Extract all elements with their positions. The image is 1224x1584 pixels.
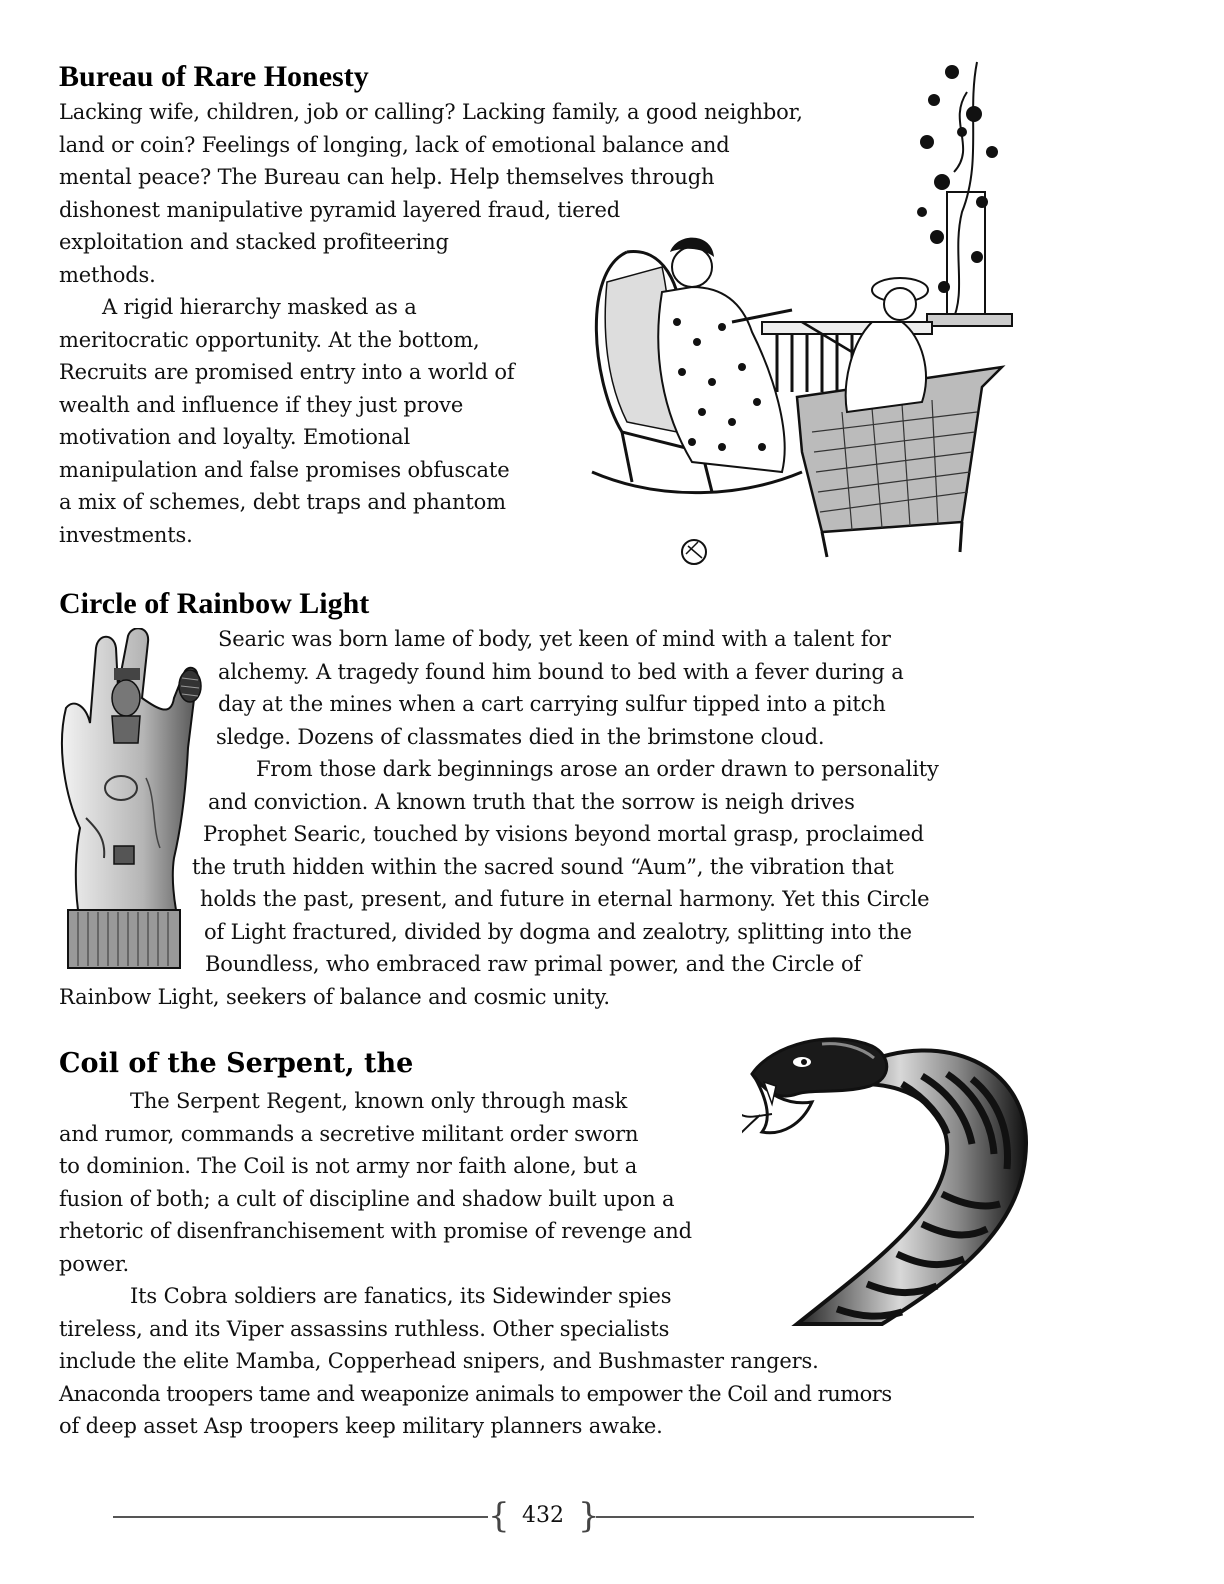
footer-brace-right: }: [578, 1496, 600, 1536]
body-line: A rigid hierarchy masked as a: [102, 295, 417, 319]
body-line: meritocratic opportunity. At the bottom,: [59, 328, 480, 352]
body-line: mental peace? The Bureau can help. Help themselves through: [59, 165, 715, 189]
body-line: methods.: [59, 263, 156, 287]
section-title-circle: Circle of Rainbow Light: [59, 587, 370, 620]
body-line: Lacking wife, children, job or calling? Lacking family, a good neighbor,: [59, 100, 803, 124]
illustration-cobra: [742, 1024, 1032, 1334]
body-line: and rumor, commands a secretive militant order sworn: [59, 1122, 639, 1146]
body-line: tireless, and its Viper assassins ruthless. Other specialists: [59, 1317, 670, 1341]
body-line: Its Cobra soldiers are fanatics, its Sidewinder spies: [130, 1284, 672, 1308]
body-line: motivation and loyalty. Emotional: [59, 425, 411, 449]
body-line: The Serpent Regent, known only through mask: [130, 1089, 628, 1113]
body-line: Prophet Searic, touched by visions beyond mortal grasp, proclaimed: [203, 822, 924, 846]
body-line: Anaconda troopers tame and weaponize animals to empower the Coil and rumors: [59, 1382, 892, 1406]
footer-rule-right: [596, 1516, 974, 1518]
body-line: the truth hidden within the sacred sound “Aum”, the vibration that: [192, 855, 894, 879]
body-line: exploitation and stacked profiteering: [59, 230, 449, 254]
body-line: land or coin? Feelings of longing, lack of emotional balance and: [59, 133, 730, 157]
body-line: wealth and influence if they just prove: [59, 393, 464, 417]
body-line: manipulation and false promises obfuscate: [59, 458, 510, 482]
section-title-bureau: Bureau of Rare Honesty: [59, 60, 369, 93]
body-line: fusion of both; a cult of discipline and shadow built upon a: [59, 1187, 675, 1211]
body-line: Boundless, who embraced raw primal power, and the Circle of: [205, 952, 862, 976]
illustration-women-in-chairs: [582, 52, 1022, 572]
body-line: and conviction. A known truth that the sorrow is neigh drives: [208, 790, 855, 814]
section-title-coil: Coil of the Serpent, the: [59, 1048, 414, 1079]
body-line: to dominion. The Coil is not army nor faith alone, but a: [59, 1154, 638, 1178]
body-line: of Light fractured, divided by dogma and zealotry, splitting into the: [204, 920, 912, 944]
illustration-hand-sculpture: [56, 628, 206, 973]
body-line: power.: [59, 1252, 129, 1276]
body-line: holds the past, present, and future in eternal harmony. Yet this Circle: [200, 887, 930, 911]
body-line: Rainbow Light, seekers of balance and cosmic unity.: [59, 985, 610, 1009]
body-line: day at the mines when a cart carrying sulfur tipped into a pitch: [218, 692, 886, 716]
footer-brace-left: {: [488, 1496, 510, 1536]
body-line: include the elite Mamba, Copperhead snipers, and Bushmaster rangers.: [59, 1349, 819, 1373]
body-line: alchemy. A tragedy found him bound to bed with a fever during a: [218, 660, 904, 684]
footer-rule-left: [113, 1516, 488, 1518]
body-line: rhetoric of disenfranchisement with promise of revenge and: [59, 1219, 692, 1243]
body-line: Searic was born lame of body, yet keen of mind with a talent for: [218, 627, 891, 651]
page-number: 432: [522, 1503, 564, 1528]
body-line: sledge. Dozens of classmates died in the brimstone cloud.: [216, 725, 825, 749]
body-line: dishonest manipulative pyramid layered fraud, tiered: [59, 198, 621, 222]
body-line: From those dark beginnings arose an order drawn to personality: [256, 757, 939, 781]
body-line: of deep asset Asp troopers keep military planners awake.: [59, 1414, 663, 1438]
body-line: investments.: [59, 523, 193, 547]
body-line: Recruits are promised entry into a world of: [59, 360, 515, 384]
body-line: a mix of schemes, debt traps and phantom: [59, 490, 506, 514]
